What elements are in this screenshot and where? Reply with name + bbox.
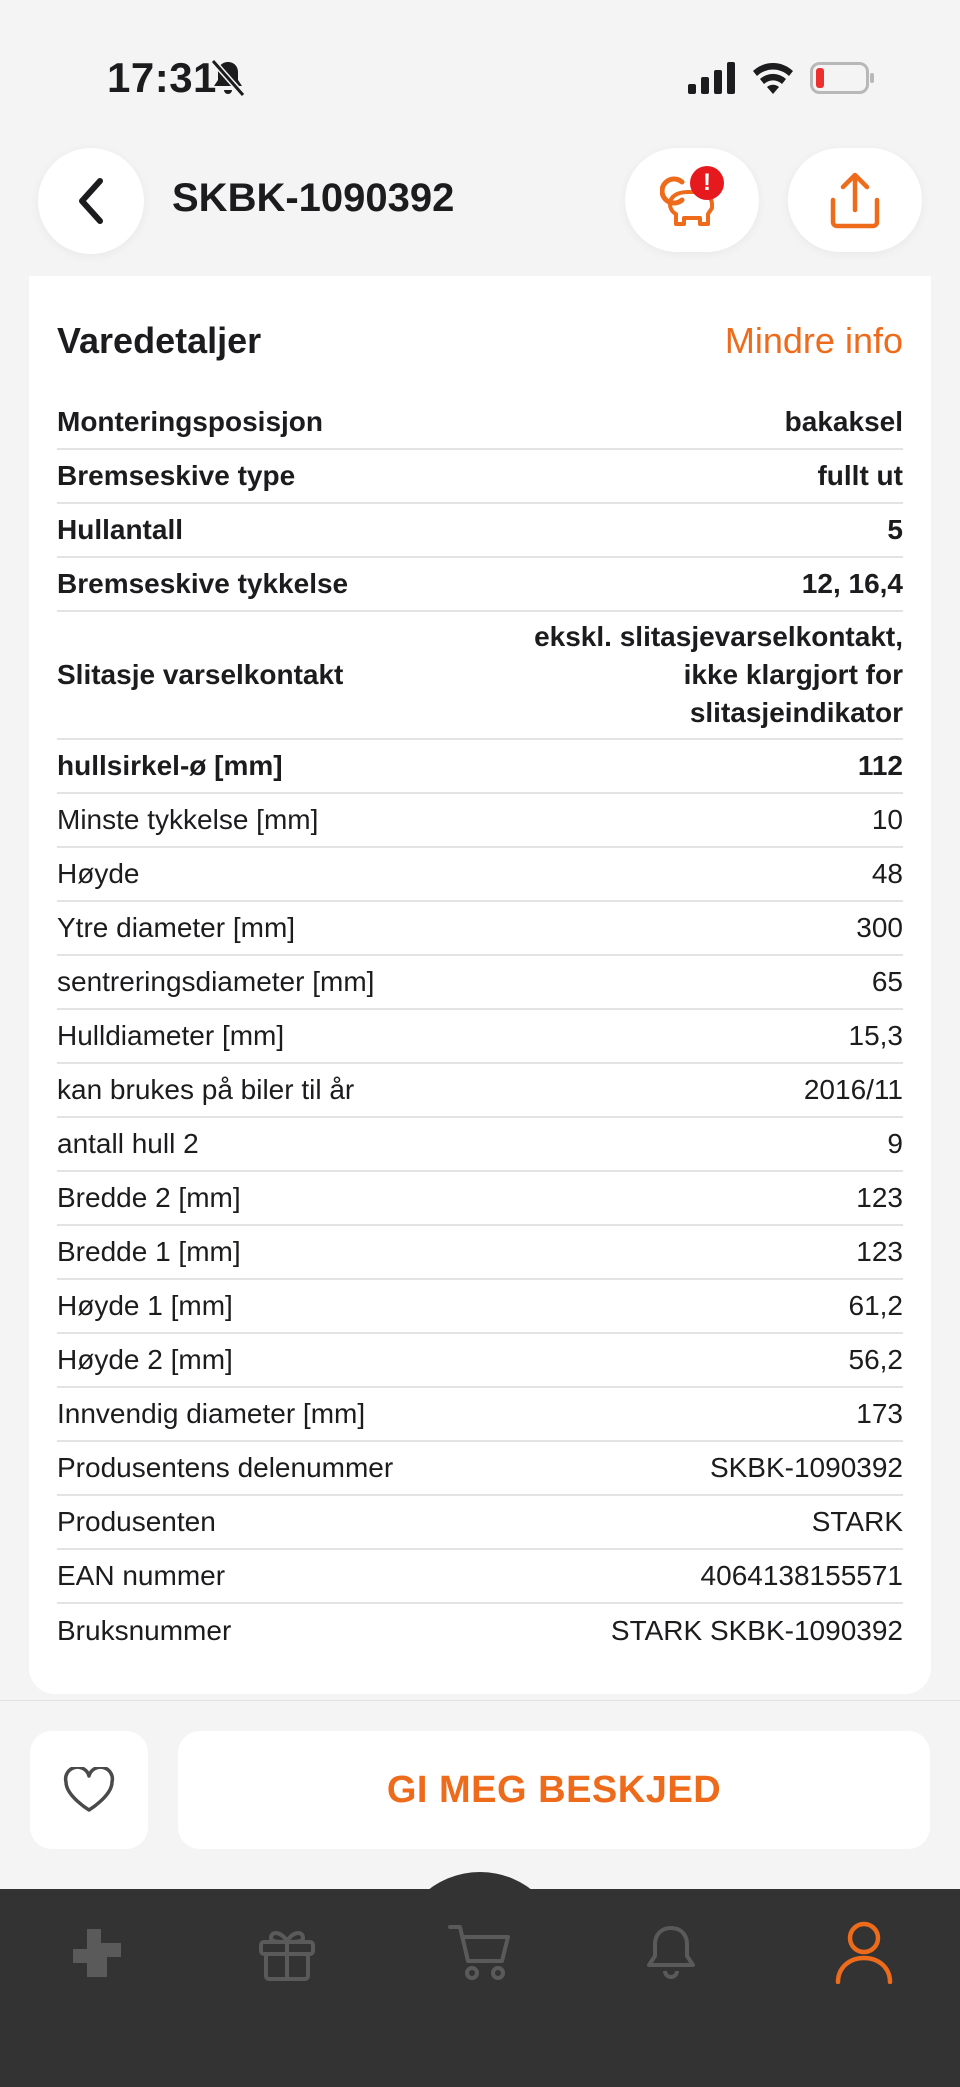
row-value: 5 [887,514,903,545]
row-value: 56,2 [848,1344,903,1375]
tab-notifications[interactable] [636,1918,706,1988]
row-label: Bremseskive tykkelse [57,568,349,599]
row-label: kan brukes på biler til år [57,1074,355,1105]
row-label: Bremseskive type [57,460,296,491]
row-label: Hullantall [57,514,184,545]
tab-profile[interactable] [826,1914,902,1990]
row-value: 123 [856,1236,903,1267]
back-button[interactable] [38,148,144,254]
row-label: Bredde 2 [mm] [57,1182,241,1213]
row-label: sentreringsdiameter [mm] [57,966,375,997]
row-label: Minste tykkelse [mm] [57,804,319,835]
row-value: ekskl. slitasjevarselkontakt, ikke klargjort for slitasjeindikator [534,621,903,728]
savings-button[interactable] [625,148,759,252]
table-row [57,558,903,612]
row-value: 173 [856,1398,903,1429]
cellular-signal-icon [688,62,736,94]
row-label: Høyde 1 [mm] [57,1290,233,1321]
row-value: bakaksel [784,406,903,437]
table-row [57,1388,903,1442]
table-row [57,1280,903,1334]
table-row [57,1226,903,1280]
table-row [57,1118,903,1172]
details-title: Varedetaljer [57,320,262,361]
row-label: Slitasje varselkontakt [57,659,344,690]
row-label: Produsenten [57,1506,216,1537]
row-value: 300 [856,912,903,943]
row-label: Hulldiameter [mm] [57,1020,285,1051]
row-label: antall hull 2 [57,1128,199,1159]
share-icon [827,170,883,230]
chevron-left-icon [74,177,108,225]
details-table [57,396,903,1658]
table-row [57,1604,903,1658]
tab-home[interactable] [62,1918,132,1988]
row-value: 61,2 [848,1290,903,1321]
table-row [57,504,903,558]
row-value: STARK [811,1506,903,1537]
row-value: 10 [871,804,903,835]
row-value: 4064138155571 [700,1560,903,1591]
cart-icon [447,1921,513,1983]
row-value: fullt ut [817,460,903,491]
row-value: 123 [856,1182,903,1213]
page-title: SKBK-1090392 [172,176,455,220]
row-label: Monteringsposisjon [57,406,323,437]
table-row [57,1550,903,1604]
status-time: 17:31 [107,54,217,101]
row-label: EAN nummer [57,1560,226,1591]
tab-cart[interactable] [440,1912,520,1992]
row-value: 65 [871,966,903,997]
table-row [57,1496,903,1550]
table-row [57,902,903,956]
details-header [57,316,903,366]
row-value: 2016/11 [803,1074,903,1105]
row-value: SKBK-1090392 [709,1452,903,1483]
row-label: hullsirkel-ø [mm] [57,750,283,781]
bell-icon [644,1923,698,1983]
table-row [57,740,903,794]
table-row [57,612,903,740]
table-row [57,1442,903,1496]
row-value: 48 [871,858,903,889]
share-button[interactable] [788,148,922,252]
row-label: Produsentens delenummer [57,1452,394,1483]
bell-muted-icon [210,58,246,98]
row-label: Høyde 2 [mm] [57,1344,233,1375]
less-info-link[interactable]: Mindre info [724,320,903,361]
product-details-card [29,276,931,1694]
heart-icon [63,1767,115,1813]
row-value: 9 [887,1128,903,1159]
table-row [57,1010,903,1064]
row-label: Høyde [57,858,140,889]
wifi-icon [752,60,794,94]
gift-icon [257,1924,317,1982]
row-value: 12, 16,4 [801,568,903,599]
alert-badge: ! [690,166,724,200]
table-row [57,794,903,848]
table-row [57,1334,903,1388]
home-icon [69,1925,125,1981]
row-value: STARK SKBK-1090392 [610,1615,903,1646]
row-label: Bredde 1 [mm] [57,1236,241,1267]
row-label: Ytre diameter [mm] [57,912,296,943]
table-row [57,396,903,450]
action-bar [0,1700,960,1888]
row-label: Innvendig diameter [mm] [57,1398,366,1429]
row-label: Bruksnummer [57,1615,232,1646]
row-value: 112 [857,750,903,781]
profile-icon [834,1920,894,1984]
battery-low-icon [810,62,876,94]
row-value: 15,3 [848,1020,903,1051]
table-row [57,450,903,504]
table-row [57,956,903,1010]
favorite-button[interactable] [30,1731,148,1849]
notify-me-button[interactable]: GI MEG BESKJED [178,1731,930,1849]
table-row [57,1172,903,1226]
table-row [57,848,903,902]
tab-offers[interactable] [252,1918,322,1988]
table-row [57,1064,903,1118]
status-bar [0,0,960,150]
